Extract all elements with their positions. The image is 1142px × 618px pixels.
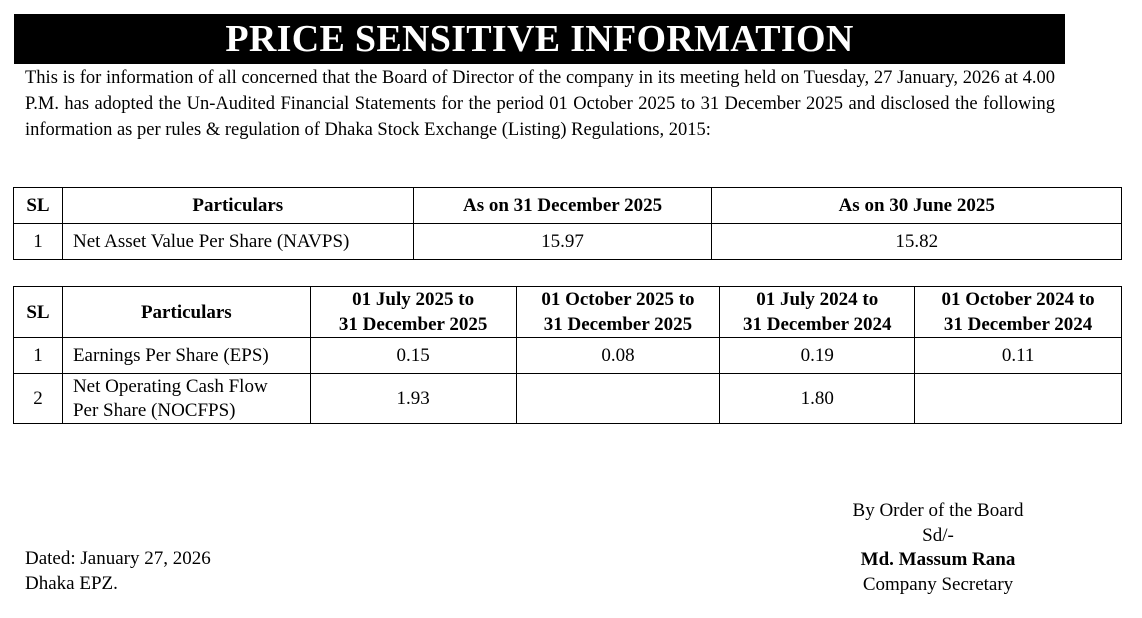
intro-paragraph: This is for information of all concerned that the Board of Director of the company in its meeting held on Tuesday, 27 January, 2026 at 4.00 P.M. has adopted the Un-Audited Financial Statements for the period 01 October 2025 to 31 December 2025 and disclosed the following information as per rules & regulation of Dhaka Stock Exchange (Listing) Regulations, 2015:: [25, 68, 1055, 140]
signatory-name: Md. Massum Rana: [860, 549, 1016, 570]
signature-block: [838, 499, 1038, 597]
dated-line: Dated: January 27, 2026: [25, 548, 211, 569]
by-order-line: By Order of the Board: [852, 500, 1024, 521]
cell-value: [516, 374, 720, 424]
cell-sl: 1: [14, 224, 63, 260]
signatory-designation: Company Secretary: [862, 573, 1014, 595]
cell-particulars: Net Operating Cash Flow Per Share (NOCFPS): [62, 374, 310, 424]
cell-particulars: Net Asset Value Per Share (NAVPS): [62, 224, 413, 260]
header-sl: SL: [14, 188, 63, 224]
table-header-row: [14, 188, 1122, 224]
sd-line: Sd/-: [922, 524, 954, 546]
place-line: Dhaka EPZ.: [25, 572, 118, 594]
date-place-block: [25, 547, 211, 596]
header-period: 01 July 2025 to 31 December 2025: [310, 287, 516, 338]
table-row: [14, 224, 1122, 260]
header-period: 01 October 2024 to 31 December 2024: [915, 287, 1122, 338]
eps-nocfps-table: [13, 286, 1122, 424]
header-particulars: Particulars: [62, 188, 413, 224]
cell-value: 0.15: [310, 338, 516, 374]
header-sl: SL: [14, 287, 63, 338]
cell-particulars: Earnings Per Share (EPS): [62, 338, 310, 374]
header-as-on-jun-2025: As on 30 June 2025: [712, 188, 1122, 224]
cell-value: 15.97: [413, 224, 712, 260]
table-row: [14, 338, 1122, 374]
table-header-row: [14, 287, 1122, 338]
cell-sl: 1: [14, 338, 63, 374]
cell-value: 15.82: [712, 224, 1122, 260]
navps-table: [13, 187, 1122, 260]
header-as-on-dec-2025: As on 31 December 2025: [413, 188, 712, 224]
table-row: [14, 374, 1122, 424]
cell-value: 0.19: [720, 338, 915, 374]
cell-value: 1.80: [720, 374, 915, 424]
page-title: PRICE SENSITIVE INFORMATION: [14, 14, 1065, 64]
cell-sl: 2: [14, 374, 63, 424]
cell-value: 0.11: [915, 338, 1122, 374]
header-period: 01 October 2025 to 31 December 2025: [516, 287, 720, 338]
cell-value: 1.93: [310, 374, 516, 424]
header-period: 01 July 2024 to 31 December 2024: [720, 287, 915, 338]
header-particulars: Particulars: [62, 287, 310, 338]
cell-value: 0.08: [516, 338, 720, 374]
cell-value: [915, 374, 1122, 424]
